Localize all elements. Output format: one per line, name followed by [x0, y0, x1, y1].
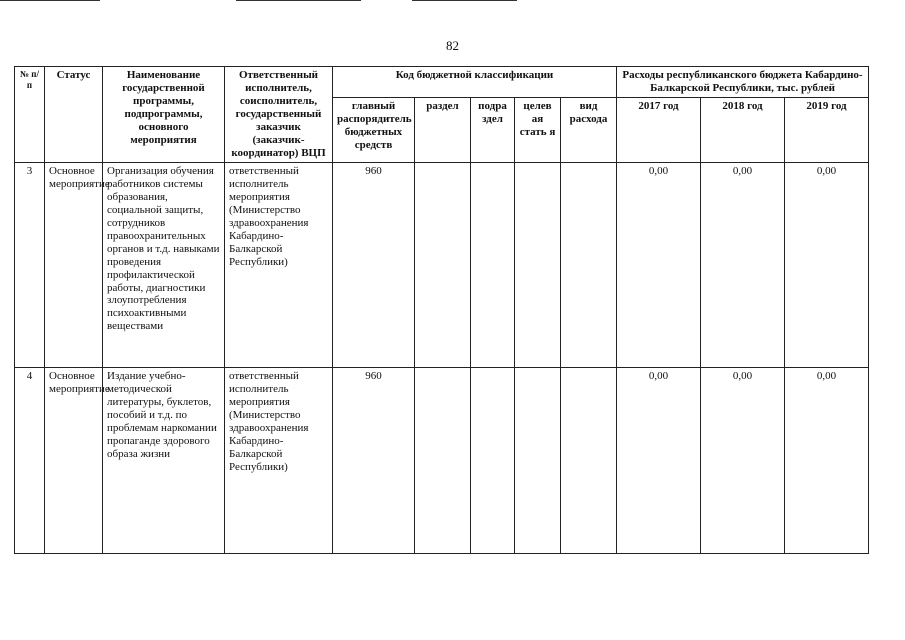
header-year-2017: 2017 год [617, 98, 701, 163]
header-glavny [333, 98, 415, 163]
row-name: Организация обучения работников системы образования, социальной защиты, сотрудников правоохранительных органов и т.д. навыками проведения профилактической работы, диагностики злоупотребления психоактивными веществами [103, 162, 225, 367]
row-num: 4 [15, 367, 45, 553]
row-responsible: ответственный исполнитель мероприятия (Министерство здравоохранения Кабардино-Балкарской Республики) [225, 162, 333, 367]
header-expenses: Расходы республиканского бюджета Кабардино-Балкарской Республики, тыс. рублей [617, 67, 869, 98]
row-name: Издание учебно-методической литературы, буклетов, пособий и т.д. по проблемам наркомании пропаганде здорового образа жизни [103, 367, 225, 553]
row-responsible: ответственный исполнитель мероприятия (Министерство здравоохранения Кабардино-Балкарской Республики) [225, 367, 333, 553]
header-status: Статус [45, 67, 103, 163]
row-2018: 0,00 [701, 162, 785, 367]
header-responsible: Ответственный исполнитель, соисполнитель, государственный заказчик (заказчик-координатор) ВЦП [225, 67, 333, 163]
header-year-2018: 2018 год [701, 98, 785, 163]
row-vid [561, 367, 617, 553]
header-year-2019: 2019 год [785, 98, 869, 163]
row-status: Основное мероприятие [45, 162, 103, 367]
header-name: Наименование государственной программы, подпрограммы, основного мероприятия [103, 67, 225, 163]
row-glavny: 960 [333, 367, 415, 553]
header-row-1 [15, 67, 869, 98]
row-podrazdel [471, 162, 515, 367]
header-glavny-line2: распорядитель [337, 113, 412, 126]
row-razdel [415, 162, 471, 367]
row-statya [515, 162, 561, 367]
header-razdel: раздел [415, 98, 471, 163]
scan-edge-line-mid [236, 0, 361, 1]
header-podrazdel: подра здел [471, 98, 515, 163]
row-glavny: 960 [333, 162, 415, 367]
row-2018: 0,00 [701, 367, 785, 553]
row-podrazdel [471, 367, 515, 553]
row-statya [515, 367, 561, 553]
table-row [15, 162, 869, 367]
budget-table [14, 66, 869, 554]
row-razdel [415, 367, 471, 553]
header-statya: целев ая стать я [515, 98, 561, 163]
row-num: 3 [15, 162, 45, 367]
header-glavny-line3: бюджетных средств [344, 126, 403, 152]
row-2019: 0,00 [785, 367, 869, 553]
scan-edge-line-left [0, 0, 100, 1]
row-2017: 0,00 [617, 162, 701, 367]
header-num: № п/п [15, 67, 45, 163]
row-2017: 0,00 [617, 367, 701, 553]
scan-edge-line-right [412, 0, 517, 1]
header-vid: вид расхода [561, 98, 617, 163]
row-vid [561, 162, 617, 367]
header-budget-code: Код бюджетной классификации [333, 67, 617, 98]
page-number: 82 [446, 38, 459, 53]
header-glavny-line1: главный [351, 100, 396, 113]
row-2019: 0,00 [785, 162, 869, 367]
row-status: Основное мероприятие [45, 367, 103, 553]
table-row [15, 367, 869, 553]
